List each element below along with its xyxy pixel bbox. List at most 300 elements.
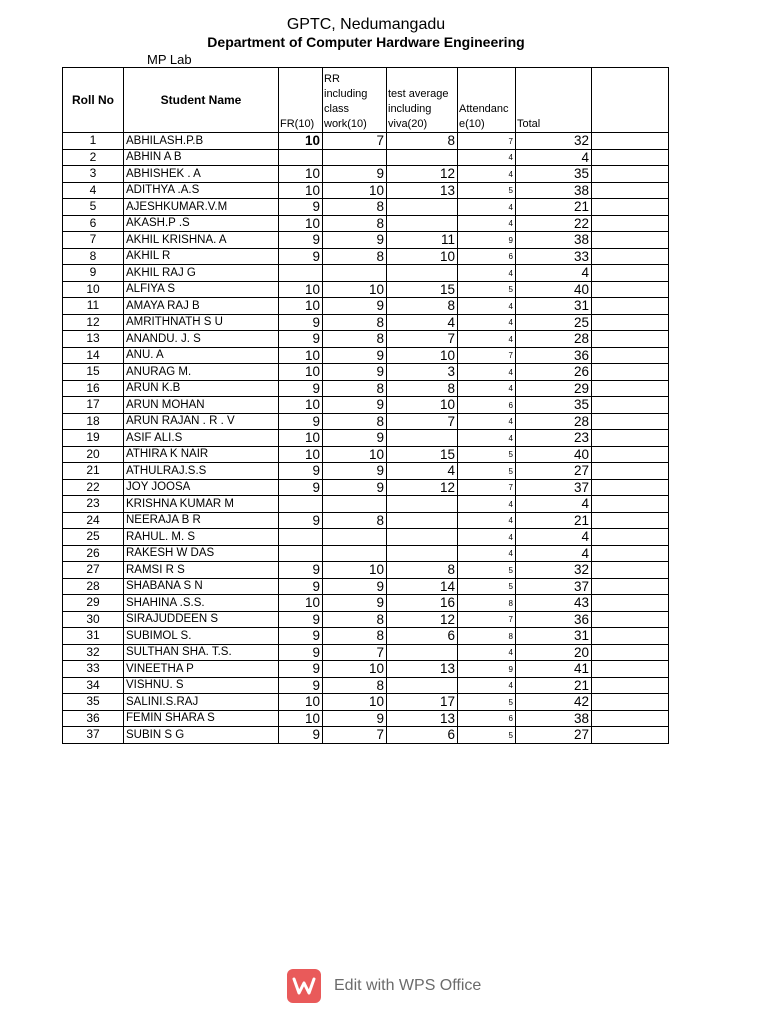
table-row [63, 644, 669, 661]
rr-cell [323, 545, 387, 562]
blank-cell [592, 166, 669, 183]
total-cell: 4 [516, 149, 592, 166]
blank-cell [592, 347, 669, 364]
test-cell [387, 199, 458, 216]
table-row [63, 314, 669, 331]
blank-cell [592, 364, 669, 381]
table-row [63, 232, 669, 249]
attendance-cell: 6 [458, 248, 516, 265]
rr-cell: 10 [323, 281, 387, 298]
fr-cell: 10 [279, 298, 323, 315]
blank-cell [592, 281, 669, 298]
roll-cell: 18 [63, 413, 124, 430]
fr-cell: 9 [279, 661, 323, 678]
table-row [63, 496, 669, 513]
roll-cell: 28 [63, 578, 124, 595]
rr-cell: 9 [323, 347, 387, 364]
rr-cell: 8 [323, 215, 387, 232]
rr-cell: 9 [323, 166, 387, 183]
roll-cell: 30 [63, 611, 124, 628]
attendance-cell: 4 [458, 298, 516, 315]
total-cell: 21 [516, 512, 592, 529]
total-cell: 35 [516, 166, 592, 183]
fr-cell: 9 [279, 512, 323, 529]
roll-cell: 19 [63, 430, 124, 447]
test-cell: 4 [387, 463, 458, 480]
blank-cell [592, 232, 669, 249]
fr-cell: 9 [279, 331, 323, 348]
fr-cell: 10 [279, 215, 323, 232]
rr-cell: 9 [323, 298, 387, 315]
fr-cell: 9 [279, 413, 323, 430]
test-cell [387, 529, 458, 546]
attendance-cell: 5 [458, 182, 516, 199]
test-cell: 10 [387, 248, 458, 265]
attendance-cell: 4 [458, 496, 516, 513]
roll-cell: 26 [63, 545, 124, 562]
roll-cell: 33 [63, 661, 124, 678]
attendance-cell: 4 [458, 265, 516, 282]
rr-cell: 8 [323, 628, 387, 645]
rr-cell: 9 [323, 463, 387, 480]
student-name-cell: SUBIMOL S. [124, 628, 279, 645]
total-cell: 38 [516, 710, 592, 727]
roll-cell: 31 [63, 628, 124, 645]
test-cell: 6 [387, 628, 458, 645]
attendance-header-text: Attendance(10) [459, 103, 509, 130]
blank-cell [592, 430, 669, 447]
roll-cell: 17 [63, 397, 124, 414]
student-name-cell: AKASH.P .S [124, 215, 279, 232]
test-cell [387, 644, 458, 661]
attendance-cell: 5 [458, 281, 516, 298]
table-row [63, 479, 669, 496]
blank-cell [592, 446, 669, 463]
fr-cell: 10 [279, 710, 323, 727]
student-name-cell: ARUN MOHAN [124, 397, 279, 414]
table-row [63, 248, 669, 265]
rr-cell: 9 [323, 710, 387, 727]
total-cell: 21 [516, 199, 592, 216]
attendance-cell: 4 [458, 149, 516, 166]
roll-cell: 5 [63, 199, 124, 216]
total-cell: 35 [516, 397, 592, 414]
rr-cell: 9 [323, 595, 387, 612]
table-row [63, 215, 669, 232]
rr-cell: 9 [323, 364, 387, 381]
test-cell: 8 [387, 298, 458, 315]
student-name-cell: AMAYA RAJ B [124, 298, 279, 315]
rr-cell: 9 [323, 479, 387, 496]
total-cell: 31 [516, 298, 592, 315]
fr-cell: 9 [279, 463, 323, 480]
rr-cell: 10 [323, 182, 387, 199]
test-cell [387, 265, 458, 282]
rr-cell: 8 [323, 314, 387, 331]
rr-cell: 8 [323, 611, 387, 628]
student-name-cell: SIRAJUDDEEN S [124, 611, 279, 628]
student-name-cell: ATHIRA K NAIR [124, 446, 279, 463]
column-header-roll: Roll No [63, 68, 124, 133]
fr-cell: 10 [279, 347, 323, 364]
student-name-cell: RAMSI R S [124, 562, 279, 579]
rr-cell [323, 529, 387, 546]
table-row [63, 595, 669, 612]
total-cell: 29 [516, 380, 592, 397]
attendance-cell: 4 [458, 314, 516, 331]
attendance-cell: 9 [458, 661, 516, 678]
test-cell [387, 677, 458, 694]
fr-cell: 10 [279, 166, 323, 183]
blank-cell [592, 199, 669, 216]
total-cell: 31 [516, 628, 592, 645]
blank-cell [592, 133, 669, 150]
total-cell: 22 [516, 215, 592, 232]
student-name-cell: RAKESH W DAS [124, 545, 279, 562]
wps-office-icon [287, 969, 321, 1003]
roll-cell: 1 [63, 133, 124, 150]
total-cell: 38 [516, 232, 592, 249]
total-cell: 43 [516, 595, 592, 612]
rr-cell: 10 [323, 446, 387, 463]
attendance-cell: 4 [458, 380, 516, 397]
total-cell: 25 [516, 314, 592, 331]
test-cell [387, 149, 458, 166]
test-cell [387, 430, 458, 447]
total-cell: 36 [516, 347, 592, 364]
table-row [63, 545, 669, 562]
fr-cell: 9 [279, 562, 323, 579]
column-header-test: test average including viva(20) [387, 68, 458, 133]
attendance-cell: 4 [458, 199, 516, 216]
roll-cell: 37 [63, 727, 124, 744]
student-name-cell: ANURAG M. [124, 364, 279, 381]
test-cell: 7 [387, 413, 458, 430]
table-row [63, 397, 669, 414]
rr-cell: 7 [323, 644, 387, 661]
fr-cell: 9 [279, 479, 323, 496]
attendance-cell: 7 [458, 611, 516, 628]
table-row [63, 578, 669, 595]
student-name-cell: AKHIL R [124, 248, 279, 265]
blank-cell [592, 397, 669, 414]
attendance-cell: 7 [458, 347, 516, 364]
table-row [63, 512, 669, 529]
total-cell: 27 [516, 463, 592, 480]
blank-cell [592, 331, 669, 348]
roll-cell: 16 [63, 380, 124, 397]
attendance-cell: 5 [458, 463, 516, 480]
total-cell: 20 [516, 644, 592, 661]
attendance-cell: 4 [458, 331, 516, 348]
test-cell: 16 [387, 595, 458, 612]
fr-cell [279, 545, 323, 562]
student-name-cell: ABHILASH.P.B [124, 133, 279, 150]
roll-cell: 10 [63, 281, 124, 298]
test-cell: 17 [387, 694, 458, 711]
roll-cell: 22 [63, 479, 124, 496]
rr-cell: 9 [323, 232, 387, 249]
student-name-cell: ADITHYA .A.S [124, 182, 279, 199]
total-cell: 32 [516, 133, 592, 150]
total-cell: 28 [516, 331, 592, 348]
column-header-total: Total [516, 68, 592, 133]
wps-edit-link[interactable]: Edit with WPS Office [334, 977, 482, 994]
fr-cell: 10 [279, 446, 323, 463]
attendance-cell: 4 [458, 545, 516, 562]
column-header-blank [592, 68, 669, 133]
table-row [63, 677, 669, 694]
fr-cell: 10 [279, 281, 323, 298]
table-row [63, 133, 669, 150]
table-row [63, 182, 669, 199]
fr-cell: 10 [279, 133, 323, 150]
test-cell [387, 512, 458, 529]
total-cell: 28 [516, 413, 592, 430]
fr-cell: 9 [279, 677, 323, 694]
fr-cell [279, 149, 323, 166]
blank-cell [592, 479, 669, 496]
student-name-cell: JOY JOOSA [124, 479, 279, 496]
roll-cell: 9 [63, 265, 124, 282]
test-cell: 11 [387, 232, 458, 249]
table-body [63, 133, 669, 744]
roll-cell: 27 [63, 562, 124, 579]
blank-cell [592, 628, 669, 645]
column-header-name: Student Name [124, 68, 279, 133]
blank-cell [592, 149, 669, 166]
roll-cell: 3 [63, 166, 124, 183]
fr-cell [279, 496, 323, 513]
table-row [63, 364, 669, 381]
rr-cell: 8 [323, 331, 387, 348]
blank-cell [592, 182, 669, 199]
total-cell: 32 [516, 562, 592, 579]
total-cell: 41 [516, 661, 592, 678]
rr-cell: 7 [323, 727, 387, 744]
attendance-cell: 4 [458, 413, 516, 430]
blank-cell [592, 611, 669, 628]
department-title: Department of Computer Hardware Engineering [207, 34, 525, 50]
test-cell: 14 [387, 578, 458, 595]
total-cell: 38 [516, 182, 592, 199]
table-row [63, 199, 669, 216]
attendance-cell: 9 [458, 232, 516, 249]
table-row [63, 727, 669, 744]
blank-cell [592, 562, 669, 579]
student-name-cell: RAHUL. M. S [124, 529, 279, 546]
blank-cell [592, 677, 669, 694]
table-row [63, 166, 669, 183]
rr-cell: 8 [323, 248, 387, 265]
roll-cell: 25 [63, 529, 124, 546]
blank-cell [592, 545, 669, 562]
roll-cell: 32 [63, 644, 124, 661]
header-row [63, 68, 669, 133]
column-header-attendance [458, 68, 516, 133]
student-name-cell: NEERAJA B R [124, 512, 279, 529]
test-cell: 15 [387, 281, 458, 298]
rr-cell: 10 [323, 694, 387, 711]
blank-cell [592, 578, 669, 595]
student-name-cell: AKHIL RAJ G [124, 265, 279, 282]
student-name-cell: SHABANA S N [124, 578, 279, 595]
fr-cell: 9 [279, 248, 323, 265]
student-name-cell: ANANDU. J. S [124, 331, 279, 348]
blank-cell [592, 215, 669, 232]
table-row [63, 331, 669, 348]
fr-cell: 9 [279, 380, 323, 397]
student-name-cell: ARUN RAJAN . R . V [124, 413, 279, 430]
test-cell: 8 [387, 133, 458, 150]
student-name-cell: SALINI.S.RAJ [124, 694, 279, 711]
fr-cell [279, 265, 323, 282]
test-cell [387, 496, 458, 513]
test-cell: 6 [387, 727, 458, 744]
student-name-cell: VISHNU. S [124, 677, 279, 694]
marks-table [62, 67, 669, 744]
test-cell: 8 [387, 562, 458, 579]
blank-cell [592, 661, 669, 678]
student-name-cell: AKHIL KRISHNA. A [124, 232, 279, 249]
blank-cell [592, 314, 669, 331]
rr-cell [323, 149, 387, 166]
attendance-cell: 7 [458, 133, 516, 150]
attendance-cell: 4 [458, 512, 516, 529]
blank-cell [592, 265, 669, 282]
table-row [63, 710, 669, 727]
institution-title: GPTC, Nedumangadu [286, 16, 446, 33]
roll-cell: 2 [63, 149, 124, 166]
blank-cell [592, 413, 669, 430]
fr-cell: 10 [279, 694, 323, 711]
roll-cell: 8 [63, 248, 124, 265]
column-header-rr: RR including class work(10) [323, 68, 387, 133]
total-cell: 4 [516, 265, 592, 282]
student-name-cell: AJESHKUMAR.V.M [124, 199, 279, 216]
rr-cell: 8 [323, 677, 387, 694]
total-cell: 27 [516, 727, 592, 744]
total-cell: 40 [516, 281, 592, 298]
rr-cell: 10 [323, 562, 387, 579]
table-row [63, 661, 669, 678]
student-name-cell: ASIF ALI.S [124, 430, 279, 447]
roll-cell: 4 [63, 182, 124, 199]
total-cell: 37 [516, 479, 592, 496]
table-row [63, 446, 669, 463]
test-cell: 8 [387, 380, 458, 397]
table-row [63, 430, 669, 447]
fr-cell: 9 [279, 314, 323, 331]
blank-cell [592, 595, 669, 612]
student-name-cell: ARUN K.B [124, 380, 279, 397]
total-cell: 37 [516, 578, 592, 595]
attendance-cell: 6 [458, 710, 516, 727]
test-cell: 7 [387, 331, 458, 348]
roll-cell: 20 [63, 446, 124, 463]
student-name-cell: ALFIYA S [124, 281, 279, 298]
fr-cell: 10 [279, 397, 323, 414]
student-name-cell: ABHIN A B [124, 149, 279, 166]
test-cell: 12 [387, 479, 458, 496]
fr-cell: 9 [279, 611, 323, 628]
roll-cell: 24 [63, 512, 124, 529]
rr-cell: 8 [323, 413, 387, 430]
rr-cell: 9 [323, 578, 387, 595]
blank-cell [592, 529, 669, 546]
blank-cell [592, 496, 669, 513]
student-name-cell: SUBIN S G [124, 727, 279, 744]
blank-cell [592, 380, 669, 397]
student-name-cell: ANU. A [124, 347, 279, 364]
blank-cell [592, 710, 669, 727]
test-cell: 10 [387, 397, 458, 414]
attendance-cell: 5 [458, 562, 516, 579]
total-cell: 4 [516, 545, 592, 562]
roll-cell: 6 [63, 215, 124, 232]
roll-cell: 15 [63, 364, 124, 381]
fr-cell: 10 [279, 430, 323, 447]
student-name-cell: KRISHNA KUMAR M [124, 496, 279, 513]
roll-cell: 14 [63, 347, 124, 364]
table-row [63, 694, 669, 711]
fr-cell: 10 [279, 182, 323, 199]
roll-cell: 11 [63, 298, 124, 315]
student-name-cell: ABHISHEK . A [124, 166, 279, 183]
blank-cell [592, 694, 669, 711]
attendance-cell: 8 [458, 628, 516, 645]
lab-name: MP Lab [147, 52, 192, 67]
table-row [63, 347, 669, 364]
total-cell: 26 [516, 364, 592, 381]
student-name-cell: AMRITHNATH S U [124, 314, 279, 331]
total-cell: 23 [516, 430, 592, 447]
blank-cell [592, 298, 669, 315]
attendance-cell: 5 [458, 727, 516, 744]
attendance-cell: 8 [458, 595, 516, 612]
total-cell: 21 [516, 677, 592, 694]
test-cell: 13 [387, 710, 458, 727]
rr-cell: 7 [323, 133, 387, 150]
total-cell: 42 [516, 694, 592, 711]
test-cell: 15 [387, 446, 458, 463]
table-row [63, 463, 669, 480]
total-cell: 36 [516, 611, 592, 628]
rr-cell: 9 [323, 430, 387, 447]
test-cell: 12 [387, 611, 458, 628]
test-cell [387, 545, 458, 562]
blank-cell [592, 248, 669, 265]
fr-cell: 10 [279, 595, 323, 612]
rr-cell: 8 [323, 512, 387, 529]
table-row [63, 281, 669, 298]
blank-cell [592, 463, 669, 480]
total-cell: 33 [516, 248, 592, 265]
wps-watermark[interactable] [287, 969, 481, 1003]
table-row [63, 628, 669, 645]
roll-cell: 7 [63, 232, 124, 249]
test-cell: 10 [387, 347, 458, 364]
total-cell: 4 [516, 529, 592, 546]
blank-cell [592, 644, 669, 661]
roll-cell: 34 [63, 677, 124, 694]
fr-cell: 9 [279, 727, 323, 744]
fr-cell: 9 [279, 199, 323, 216]
table-row [63, 380, 669, 397]
rr-cell [323, 496, 387, 513]
attendance-cell: 4 [458, 644, 516, 661]
rr-cell: 9 [323, 397, 387, 414]
